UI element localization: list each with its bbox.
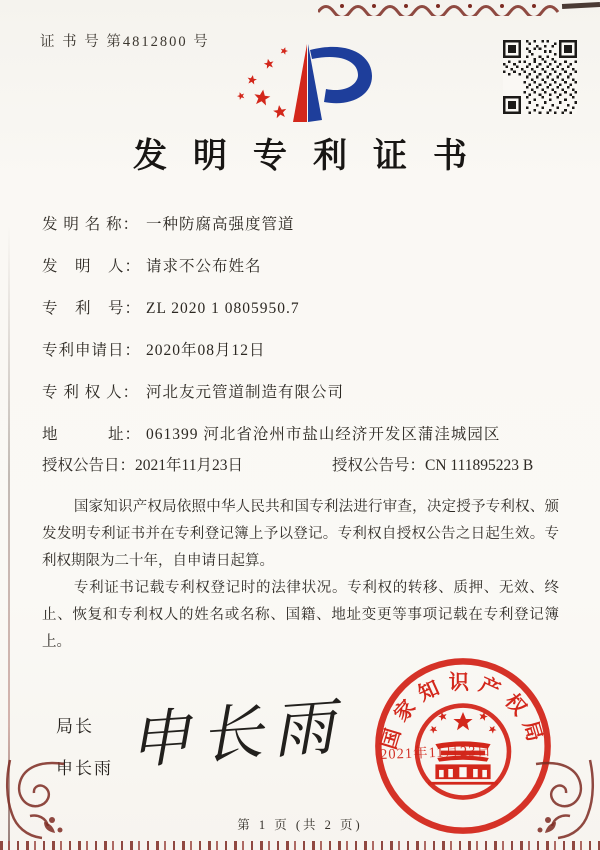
field-patentee: [42, 382, 562, 403]
grant-date-label: 授权公告日：: [42, 457, 136, 474]
field-value: 061399 河北省沧州市盐山经济开发区蒲洼城园区: [146, 426, 501, 443]
grant-date-value: 2021年11月23日: [135, 457, 243, 474]
bottom-fringe-border: [0, 841, 600, 850]
field-label: 专 利 权 人：: [42, 384, 140, 401]
field-list: [42, 214, 562, 466]
bottom-left-ornament: [0, 758, 72, 844]
cnipa-logo-icon: [232, 38, 388, 132]
certificate-title: 发明专利证书: [133, 138, 493, 175]
certificate-number: 证 书 号 第4812800 号: [40, 34, 210, 50]
field-invention-name: [42, 214, 562, 235]
field-label: 专 利 号：: [42, 300, 142, 317]
officer-title: 局长: [56, 717, 94, 736]
legal-paragraph-1: 国家知识产权局依照中华人民共和国专利法进行审查，决定授予专利权、颁发发明专利证书并在专利登记簿上予以登记。专利权自授权公告之日起生效。专利权期限为二十年，自申请日起算。: [42, 499, 559, 569]
grant-number-value: CN 111895223 B: [425, 457, 534, 474]
page-indicator: 第 1 页 (共 2 页): [237, 818, 363, 832]
field-label: 发 明 名 称：: [42, 216, 140, 233]
legal-paragraph-2: 专利证书记载专利权登记时的法律状况。专利权的转移、质押、无效、终止、恢复和专利权人的姓名或名称、国籍、地址变更等事项记载在专利登记簿上。: [42, 580, 559, 650]
top-ornament-border: [318, 0, 600, 16]
page-crease-line: [8, 225, 10, 850]
field-value: 请求不公布姓名: [146, 258, 262, 275]
field-value: 2020年08月12日: [146, 342, 266, 359]
field-value: 一种防腐高强度管道: [146, 216, 295, 233]
field-label: 发 明 人：: [42, 258, 142, 275]
field-filing-date: [42, 340, 562, 361]
field-value: 河北友元管道制造有限公司: [146, 384, 345, 401]
field-address: [42, 424, 562, 445]
field-label: 地 址：: [42, 426, 142, 443]
seal-org-text: 国家知识产权局: [378, 672, 548, 752]
field-value: ZL 2020 1 0805950.7: [146, 300, 300, 317]
grant-number-label: 授权公告号：: [332, 457, 426, 474]
bottom-right-ornament: [528, 758, 600, 844]
officer-name: 申长雨: [56, 759, 113, 778]
field-inventor: [42, 256, 562, 277]
field-label: 专利申请日：: [42, 342, 142, 359]
grant-row: [42, 455, 562, 476]
seal-stamp-date: 2021年11月23日: [379, 743, 493, 763]
qr-code: [503, 40, 577, 114]
field-patent-number: [42, 298, 562, 319]
legal-text: [42, 494, 559, 656]
grant-number: [332, 455, 533, 476]
handwritten-signature: 申长雨: [126, 689, 347, 778]
